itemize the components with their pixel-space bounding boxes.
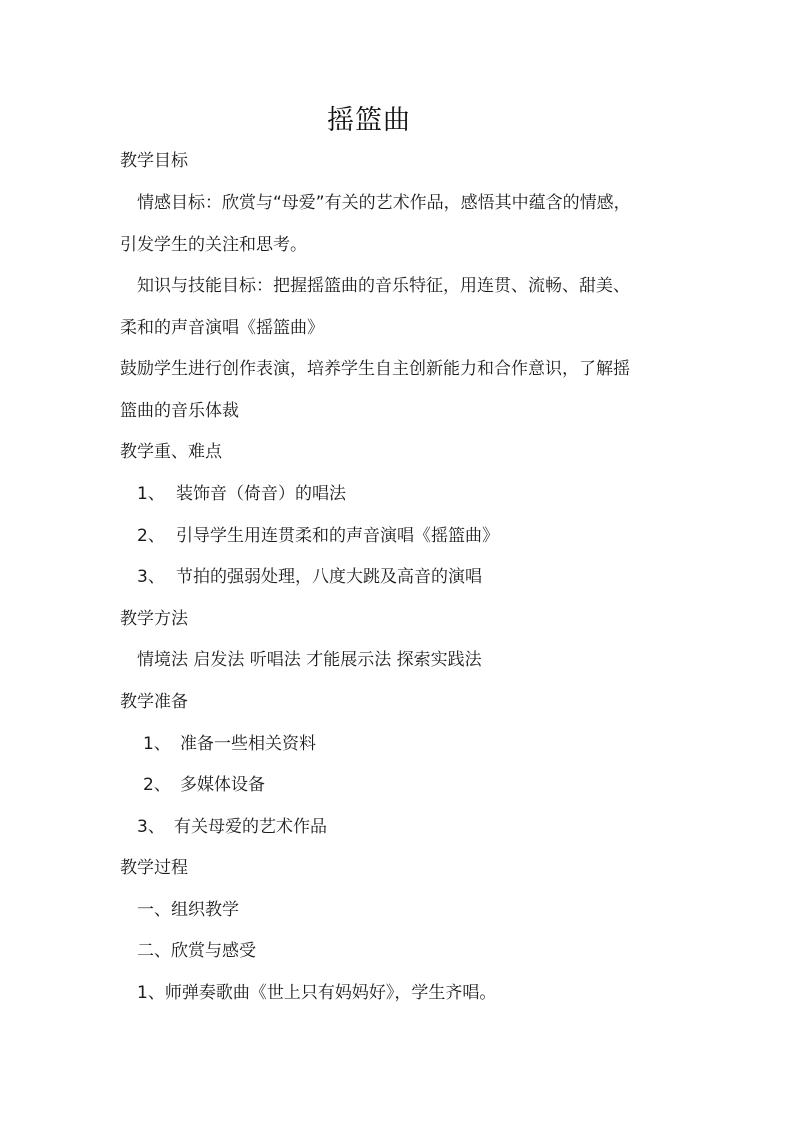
section-heading-process: 教学过程 [120,858,188,878]
keypoint-2-text: 引导学生用连贯柔和的声音演唱《摇篮曲》 [176,526,499,546]
prep-2-number: 2、 [143,775,171,795]
keypoint-3-number: 3、 [137,567,165,587]
prep-3-text: 有关母爱的艺术作品 [174,817,327,837]
prep-1-text: 准备一些相关资料 [180,734,316,754]
document-title: 摇篮曲 [327,105,411,136]
process-item-1: 1、师弹奏歌曲《世上只有妈妈好》，学生齐唱。 [137,983,497,1003]
process-step-2: 二、欣赏与感受 [137,941,256,961]
keypoint-1-text: 装饰音（倚音）的唱法 [176,484,346,504]
goal-emotion-line-2: 引发学生的关注和思考。 [120,235,307,255]
goal-knowledge-line-1: 知识与技能目标：把握摇篮曲的音乐特征，用连贯、流畅、甜美、 [137,276,630,296]
goal-creative-line-1: 鼓励学生进行创作表演，培养学生自主创新能力和合作意识，了解摇 [120,359,630,379]
process-step-1: 一、组织教学 [137,900,239,920]
section-heading-keypoints: 教学重、难点 [120,442,222,462]
section-heading-goals: 教学目标 [120,151,188,171]
keypoint-3-text: 节拍的强弱处理，八度大跳及高音的演唱 [176,567,482,587]
section-heading-methods: 教学方法 [120,609,188,629]
keypoint-1-number: 1、 [137,484,165,504]
prep-2-text: 多媒体设备 [180,775,265,795]
goal-knowledge-line-2: 柔和的声音演唱《摇篮曲》 [120,318,324,338]
keypoint-2-number: 2、 [137,526,165,546]
goal-creative-line-2: 篮曲的音乐体裁 [120,401,239,421]
goal-emotion-line-1: 情感目标：欣赏与“母爱”有关的艺术作品，感悟其中蕴含的情感， [137,193,631,213]
prep-3-number: 3、 [137,817,165,837]
methods-list: 情境法 启发法 听唱法 才能展示法 探索实践法 [137,650,482,670]
prep-1-number: 1、 [143,734,171,754]
section-heading-preparation: 教学准备 [120,692,188,712]
